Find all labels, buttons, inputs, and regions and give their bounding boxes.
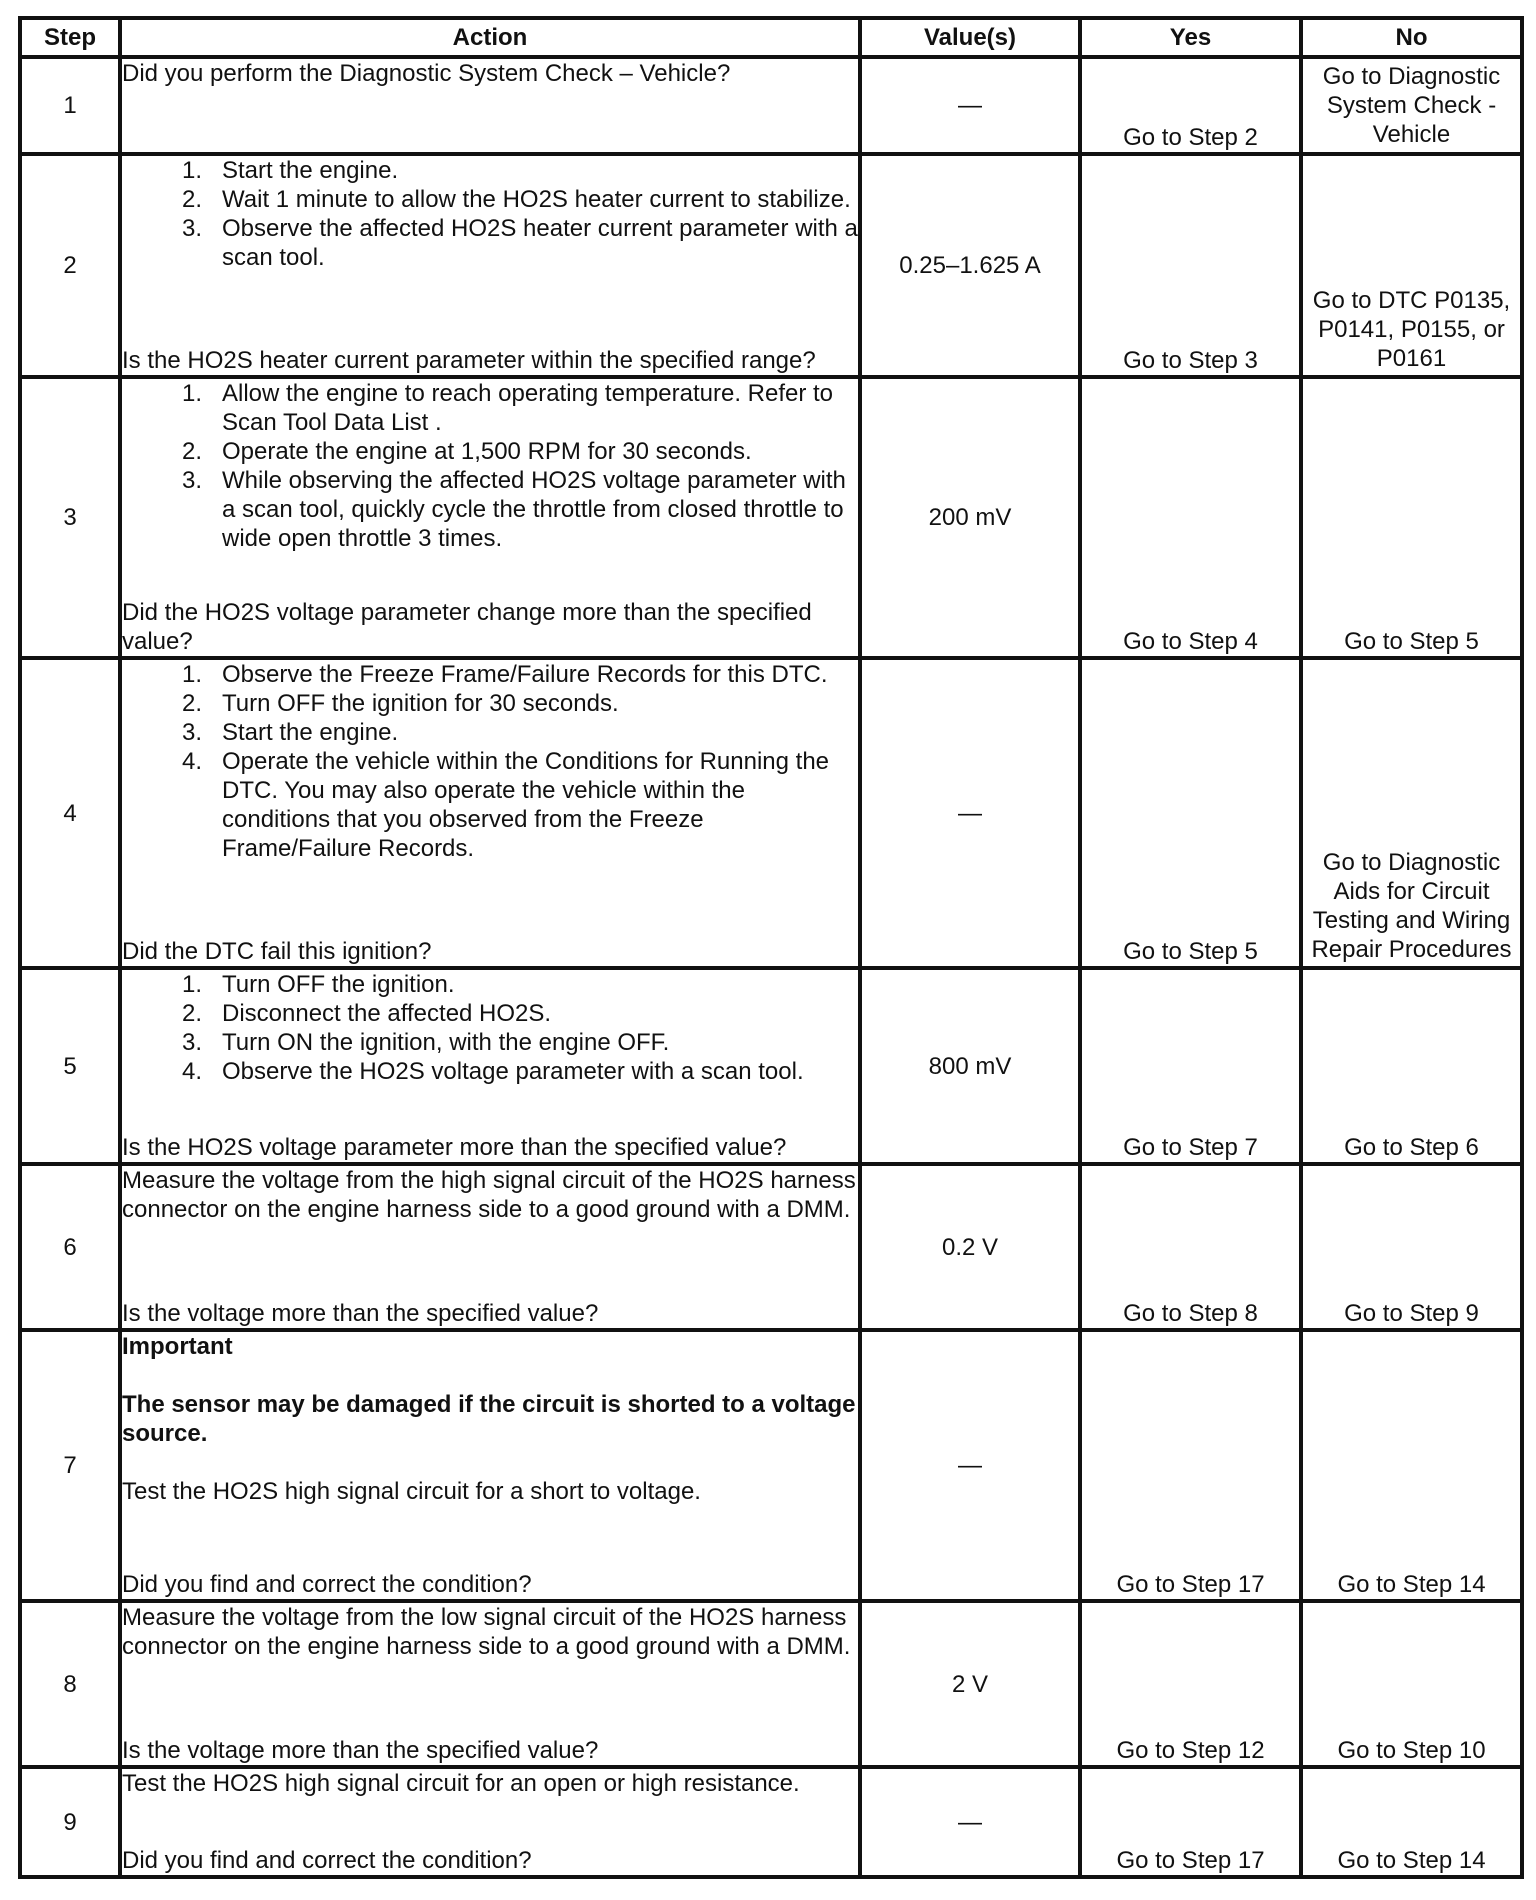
action-steps [122,379,858,553]
action-cell [120,1601,860,1767]
step-number: 2 [20,154,120,377]
step-number: 7 [20,1330,120,1601]
header-step: Step [20,18,120,57]
action-question: Is the voltage more than the specified value? [122,1300,599,1327]
list-item: 3. Observe the affected HO2S heater current parameter with a scan tool. [182,215,858,271]
action-text: Test the HO2S high signal circuit for a short to voltage. [122,1478,701,1505]
yes-cell: Go to Step 7 [1080,968,1301,1164]
action-steps [122,156,858,272]
list-item: 2. Wait 1 minute to allow the HO2S heater current to stabilize. [182,186,851,213]
no-cell: Go to DTC P0135, P0141, P0155, or P0161 [1301,154,1522,377]
list-item: 3. Turn ON the ignition, with the engine OFF. [182,1029,670,1056]
step-number: 9 [20,1767,120,1877]
action-question: Did you find and correct the condition? [122,1847,532,1874]
list-item: 2. Operate the engine at 1,500 RPM for 30 seconds. [182,438,752,465]
list-item: 1. Allow the engine to reach operating temperature. Refer to Scan Tool Data List . [182,380,834,436]
step-number: 3 [20,377,120,658]
yes-cell: Go to Step 3 [1080,154,1301,377]
yes-cell: Go to Step 8 [1080,1164,1301,1330]
step-number: 5 [20,968,120,1164]
action-text: Measure the voltage from the high signal circuit of the HO2S harness connector on the engine harness side to a good ground with a DMM. [122,1167,856,1223]
action-question: Did the HO2S voltage parameter change more than the specified value? [122,599,812,655]
important-text: The sensor may be damaged if the circuit is shorted to a voltage source. [122,1391,856,1447]
yes-cell: Go to Step 17 [1080,1767,1301,1877]
list-item: 1. Observe the Freeze Frame/Failure Records for this DTC. [182,661,828,688]
table-row [20,1767,1522,1877]
header-action: Action [120,18,860,57]
value-cell: — [860,1330,1080,1601]
list-item: 2. Turn OFF the ignition for 30 seconds. [182,690,619,717]
yes-cell: Go to Step 4 [1080,377,1301,658]
no-cell: Go to Diagnostic Aids for Circuit Testing and Wiring Repair Procedures [1301,658,1522,968]
step-number: 4 [20,658,120,968]
action-cell [120,658,860,968]
action-text: Test the HO2S high signal circuit for an open or high resistance. [122,1770,800,1797]
value-cell: — [860,1767,1080,1877]
header-values: Value(s) [860,18,1080,57]
action-steps [122,970,858,1086]
action-text: Did you perform the Diagnostic System Check – Vehicle? [122,60,731,87]
action-cell [120,1767,860,1877]
action-cell [120,377,860,658]
header-no: No [1301,18,1522,57]
list-item: 3. While observing the affected HO2S voltage parameter with a scan tool, quickly cycle the throttle from closed throttle to wide open throttle 3 times. [182,467,846,552]
no-cell: Go to Step 14 [1301,1330,1522,1601]
value-cell: 2 V [860,1601,1080,1767]
action-question: Is the HO2S heater current parameter within the specified range? [122,347,816,374]
list-item: 4. Operate the vehicle within the Conditions for Running the DTC. You may also operate the vehicle within the conditions that you observed from the Freeze Frame/Failure Records. [182,748,830,862]
value-cell: — [860,658,1080,968]
value-cell: 0.25–1.625 A [860,154,1080,377]
table-row [20,1164,1522,1330]
yes-cell: Go to Step 12 [1080,1601,1301,1767]
value-cell: 0.2 V [860,1164,1080,1330]
table-row [20,658,1522,968]
step-number: 6 [20,1164,120,1330]
list-item: 3. Start the engine. [182,719,399,746]
step-number: 1 [20,57,120,154]
diagnostic-table [18,16,1524,1879]
yes-cell: Go to Step 17 [1080,1330,1301,1601]
no-cell: Go to Step 9 [1301,1164,1522,1330]
table-row [20,1601,1522,1767]
action-question: Is the voltage more than the specified value? [122,1737,599,1764]
table-row [20,57,1522,154]
action-cell [120,57,860,154]
header-row [20,18,1522,57]
list-item: 1. Start the engine. [182,157,399,184]
value-cell: 200 mV [860,377,1080,658]
action-cell [120,1330,860,1601]
no-cell: Go to Step 14 [1301,1767,1522,1877]
no-cell: Go to Step 10 [1301,1601,1522,1767]
action-steps [122,660,858,863]
yes-cell: Go to Step 5 [1080,658,1301,968]
table-row [20,968,1522,1164]
action-cell [120,968,860,1164]
no-cell: Go to Step 6 [1301,968,1522,1164]
important-title: Important [122,1333,233,1360]
action-question: Did you find and correct the condition? [122,1571,532,1598]
yes-cell: Go to Step 2 [1080,57,1301,154]
step-number: 8 [20,1601,120,1767]
list-item: 1. Turn OFF the ignition. [182,971,455,998]
action-cell [120,154,860,377]
header-yes: Yes [1080,18,1301,57]
value-cell: — [860,57,1080,154]
list-item: 4. Observe the HO2S voltage parameter with a scan tool. [182,1058,804,1085]
list-item: 2. Disconnect the affected HO2S. [182,1000,552,1027]
no-cell: Go to Step 5 [1301,377,1522,658]
action-cell [120,1164,860,1330]
action-question: Did the DTC fail this ignition? [122,938,432,965]
no-cell: Go to Diagnostic System Check - Vehicle [1301,57,1522,154]
table-row [20,154,1522,377]
action-question: Is the HO2S voltage parameter more than the specified value? [122,1134,787,1161]
table-row [20,377,1522,658]
value-cell: 800 mV [860,968,1080,1164]
table-row [20,1330,1522,1601]
action-text: Measure the voltage from the low signal circuit of the HO2S harness connector on the engine harness side to a good ground with a DMM. [122,1604,851,1660]
